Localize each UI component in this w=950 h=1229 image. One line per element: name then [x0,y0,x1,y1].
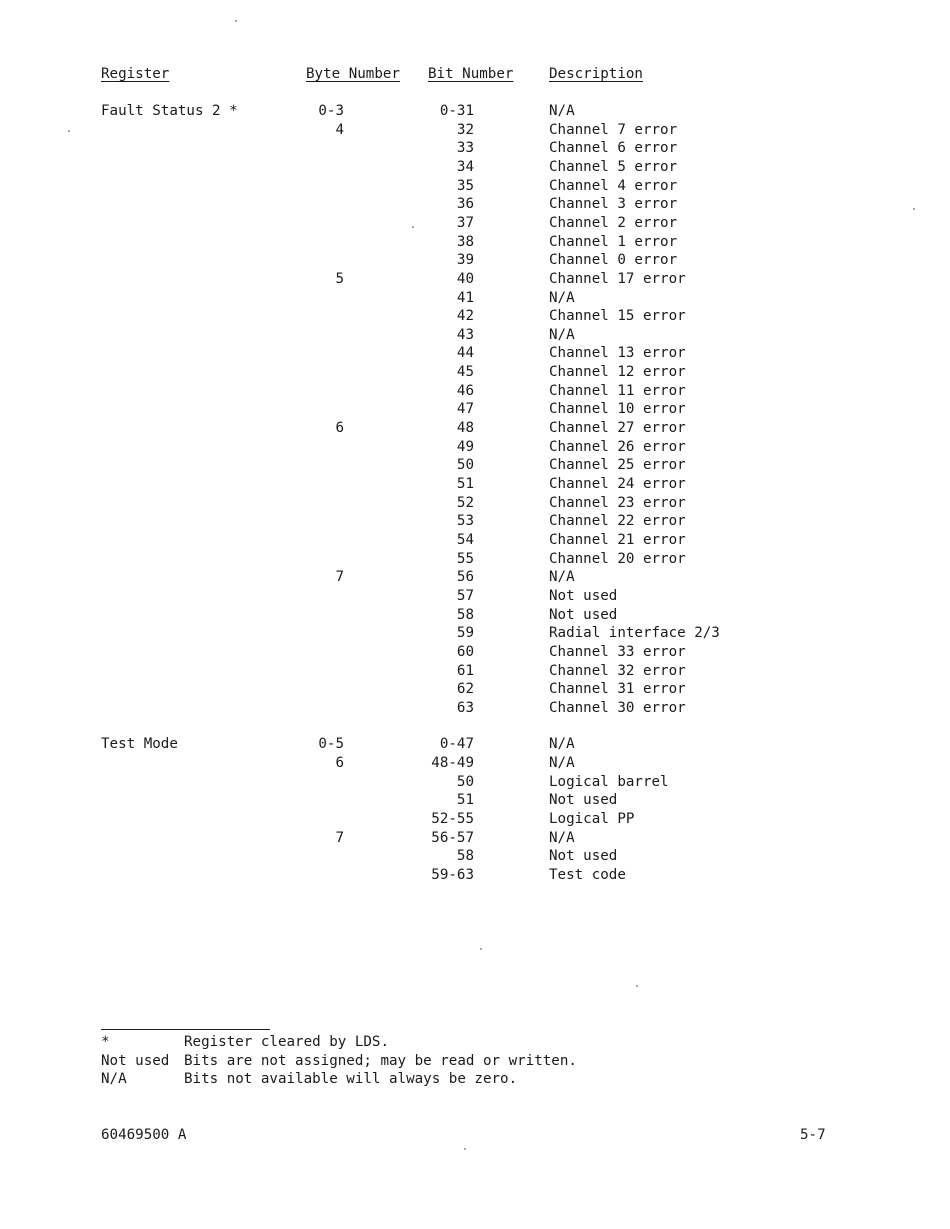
row-description: Channel 25 error [549,457,686,474]
footnote-text: Bits are not assigned; may be read or written. [184,1052,577,1069]
row-description: Channel 22 error [549,513,686,530]
row-description: Channel 31 error [549,681,686,698]
row-byte-number: 6 [335,755,344,772]
row-description: N/A [549,289,575,306]
row-bit-number: 48 [456,420,474,436]
scan-speck [68,130,70,132]
row-bit-number: 49 [456,438,474,455]
scan-speck [913,208,915,210]
row-description: N/A [549,755,575,772]
row-description: Channel 27 error [549,420,686,436]
row-bit-number: 53 [456,513,474,530]
row-bit-number: 33 [456,140,474,157]
row-byte-number: 5 [335,270,344,287]
footnote-key: N/A [101,1071,127,1088]
row-bit-number: 48-49 [431,755,474,772]
document-number: 60469500 A [101,1127,187,1143]
row-bit-number: 51 [456,792,474,809]
row-byte-number: 4 [335,121,344,138]
footnote-key: Not used [101,1052,170,1069]
row-bit-number: 34 [456,159,474,175]
row-description: Channel 21 error [549,531,686,548]
row-description: Channel 11 error [549,382,686,399]
row-description: Channel 23 error [549,494,686,511]
row-description: N/A [549,569,575,586]
row-bit-number: 41 [456,289,474,306]
row-description: Logical barrel [549,773,669,790]
row-description: Not used [549,606,618,623]
row-bit-number: 58 [456,848,474,865]
scan-speck [412,226,414,228]
row-description: Channel 1 error [549,233,678,250]
row-bit-number: 50 [456,457,474,474]
row-description: Channel 15 error [549,308,686,325]
row-bit-number: 52 [456,494,474,511]
row-description: Channel 20 error [549,550,686,567]
column-header-byte-number: Byte Number [306,66,400,82]
row-description: Channel 32 error [549,662,686,679]
footnote-text: Register cleared by LDS. [184,1034,389,1050]
row-bit-number: 59 [456,625,474,642]
row-bit-number: 61 [456,662,474,679]
footnote-rule [101,1029,270,1030]
row-description: Channel 0 error [549,252,678,269]
row-description: Channel 33 error [549,643,686,660]
scan-speck [464,1148,466,1150]
row-bit-number: 40 [456,270,474,287]
row-bit-number: 52-55 [431,811,474,827]
row-description: Channel 6 error [549,140,678,157]
row-bit-number: 0-47 [439,736,474,753]
row-description: N/A [549,829,575,846]
row-bit-number: 63 [456,699,474,716]
row-description: Channel 30 error [549,699,686,716]
row-byte-number: 7 [335,829,344,846]
row-register: Fault Status 2 * [101,103,238,119]
scan-speck [480,948,482,950]
row-bit-number: 32 [456,121,474,138]
row-byte-number: 0-3 [318,103,344,119]
row-bit-number: 60 [456,643,474,660]
column-header-bit-number: Bit Number [428,66,514,82]
row-description: Channel 10 error [549,401,686,418]
row-bit-number: 56 [456,569,474,586]
row-bit-number: 45 [456,364,474,381]
row-description: Radial interface 2/3 [549,625,720,642]
row-description: Not used [549,587,618,604]
scan-speck [636,985,638,987]
row-bit-number: 59-63 [431,867,474,883]
row-byte-number: 6 [335,420,344,436]
row-bit-number: 39 [456,252,474,269]
row-bit-number: 57 [456,587,474,604]
row-bit-number: 50 [456,773,474,790]
row-byte-number: 7 [335,569,344,586]
row-bit-number: 55 [456,550,474,567]
row-description: Channel 17 error [549,270,686,287]
row-description: N/A [549,326,575,343]
row-description: Channel 13 error [549,345,686,362]
row-description: Test code [549,867,626,883]
row-description: Not used [549,792,618,809]
row-bit-number: 46 [456,382,474,399]
row-bit-number: 58 [456,606,474,623]
row-description: Channel 26 error [549,438,686,455]
row-bit-number: 36 [456,196,474,213]
row-bit-number: 42 [456,308,474,325]
row-description: Channel 2 error [549,214,678,231]
row-description: Not used [549,848,618,865]
page-number: 5-7 [800,1127,826,1143]
footnote-key: * [101,1034,110,1050]
row-bit-number: 62 [456,681,474,698]
row-byte-number: 0-5 [318,736,344,753]
footnote-text: Bits not available will always be zero. [184,1071,518,1088]
row-description: Channel 4 error [549,177,678,194]
scan-speck [235,20,237,22]
row-description: N/A [549,736,575,753]
row-bit-number: 51 [456,476,474,492]
row-bit-number: 37 [456,214,474,231]
row-bit-number: 35 [456,177,474,194]
column-header-register: Register [101,66,170,82]
column-header-description: Description [549,66,643,82]
row-description: N/A [549,103,575,119]
row-bit-number: 0-31 [439,103,474,119]
row-bit-number: 47 [456,401,474,418]
row-bit-number: 56-57 [431,829,474,846]
row-bit-number: 38 [456,233,474,250]
row-description: Channel 5 error [549,159,678,175]
row-bit-number: 43 [456,326,474,343]
row-description: Channel 7 error [549,121,678,138]
row-description: Channel 24 error [549,476,686,492]
row-description: Logical PP [549,811,635,827]
row-bit-number: 54 [456,531,474,548]
row-bit-number: 44 [456,345,474,362]
row-description: Channel 3 error [549,196,678,213]
row-register: Test Mode [101,736,178,753]
row-description: Channel 12 error [549,364,686,381]
